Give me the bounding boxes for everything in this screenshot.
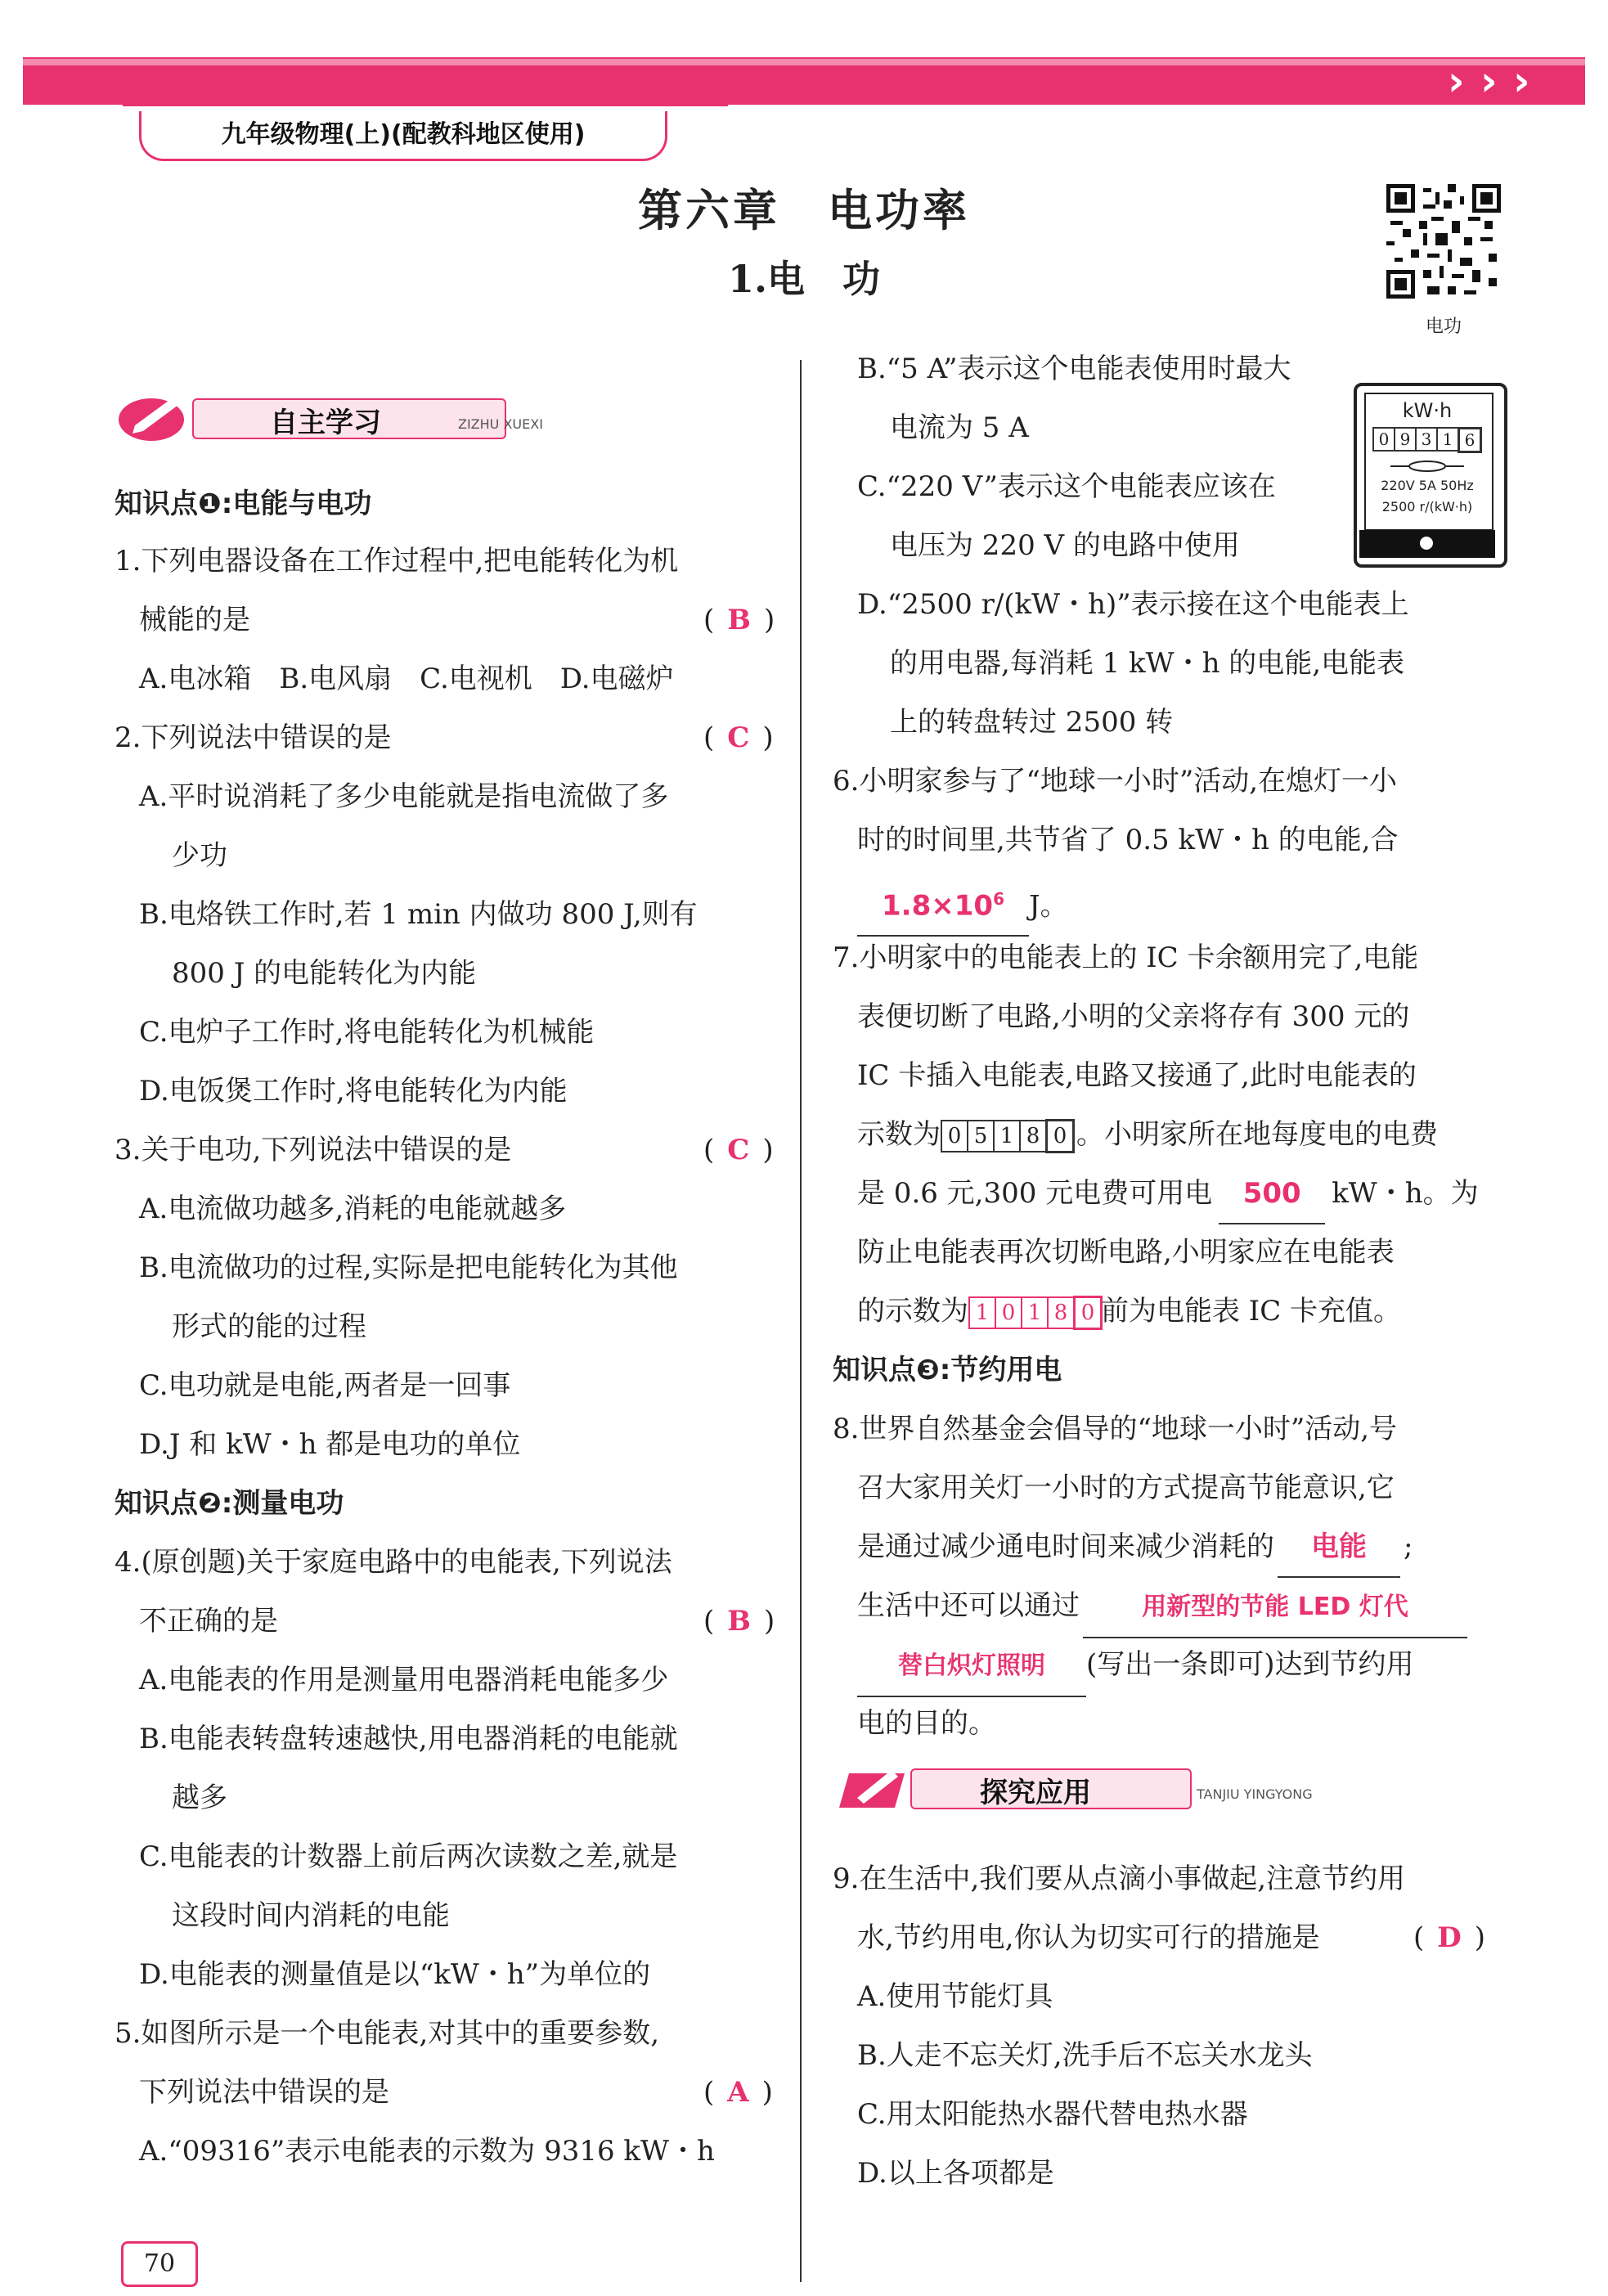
q5-option-a: A.“09316”表示电能表的示数为 9316 kW・h [139,2135,715,2168]
chevron-right-icon: › [1513,57,1530,105]
q4-option-c: C.电能表的计数器上前后两次读数之差,就是 [139,1840,678,1873]
meter-digit: 6 [1458,427,1482,453]
q8-answer-2: 替白炽灯照明 [857,1637,1086,1697]
meter-rate: 2500 r/(kW·h) [1381,499,1473,514]
q8-answer-line: 是通过减少通电时间来减少消耗的 电能 ; [857,1517,1413,1578]
q7-reading-line: 示数为 0 5 1 8 0 。小明家所在地每度电的电费 [857,1105,1438,1164]
meter-digit: 3 [1415,427,1438,452]
lesson-title: 1.电 功 [727,257,881,301]
meter-unit: kW·h [1402,399,1453,422]
meter-digits [1372,427,1487,453]
section-title: 探究应用 [980,1777,1091,1809]
q2-option-a: A.平时说消耗了多少电能就是指电流做了多 [139,780,669,813]
meter-reading-2: 1 0 1 8 0 [968,1295,1101,1328]
q5-option-c: C.“220 V”表示这个电能表应该在 [857,470,1276,503]
meter-screw-icon [1420,537,1433,550]
q3-option-a: A.电流做功越多,消耗的电能就越多 [139,1193,567,1225]
q7-stem: 防止电能表再次切断电路,小明家应在电能表 [857,1236,1395,1269]
q9-option-c: C.用太阳能热水器代替电热水器 [857,2098,1248,2131]
q9-stem: 水,节约用电,你认为切实可行的措施是 [857,1921,1320,1954]
q7-answer: 500 [1219,1164,1325,1224]
q2-option-d: D.电饭煲工作时,将电能转化为内能 [139,1075,568,1108]
q5-option-d: D.“2500 r/(kW・h)”表示接在这个电能表上 [857,588,1409,621]
knowledge-point-3: 知识点❸:节约用电 [833,1354,1062,1386]
q5-option-b: 电流为 5 A [890,411,1029,444]
column-divider [800,360,802,2282]
q3-option-c: C.电功就是电能,两者是一回事 [139,1369,511,1402]
q8-answer-1: 电能 [1278,1517,1400,1578]
q7-stem: 表便切断了电路,小明的父亲将存有 300 元的 [857,1000,1410,1033]
q3-stem: 3.关于电功,下列说法中错误的是 [115,1134,512,1166]
pen-icon [833,1759,914,1816]
q8-stem: 召大家用关灯一小时的方式提高节能意识,它 [857,1472,1395,1504]
q1-answer: ( B ) [703,604,775,636]
q3-option-b: B.电流做功的过程,实际是把电能转化为其他 [139,1251,678,1284]
meter-digit: 1 [1436,427,1459,452]
q7-stem: IC 卡插入电能表,电路又接通了,此时电能表的 [857,1059,1417,1092]
q6-stem: 6.小明家参与了“地球一小时”活动,在熄灯一小 [833,765,1398,798]
meter-disc-icon [1390,458,1464,474]
q5-option-d: 上的转盘转过 2500 转 [890,706,1174,739]
q2-option-c: C.电炉子工作时,将电能转化为机械能 [139,1016,595,1049]
q5-answer: ( A ) [703,2076,773,2109]
q8-answer-line: 替白炽灯照明 (写出一条即可)达到节约用 [857,1635,1414,1697]
q4-stem: 不正确的是 [139,1605,278,1638]
q8-stem: 8.世界自然基金会倡导的“地球一小时”活动,号 [833,1413,1398,1445]
page-number: 70 [121,2241,198,2287]
q4-option-a: A.电能表的作用是测量用电器消耗电能多少 [139,1664,669,1696]
q8-answer-2: 用新型的节能 LED 灯代 [1083,1578,1467,1638]
chapter-title: 第六章 电功率 [638,184,970,236]
chevron-right-icon: › [1480,57,1498,105]
meter-digit: 9 [1394,427,1417,452]
q4-option-d: D.电能表的测量值是以“kW・h”为单位的 [139,1958,651,1991]
chevron-right-icon: › [1448,57,1465,105]
q2-option-a: 少功 [172,839,227,872]
q4-option-b: 越多 [172,1782,227,1814]
q4-option-c: 这段时间内消耗的电能 [172,1899,450,1932]
q5-stem: 下列说法中错误的是 [139,2076,389,2109]
q1-stem: 械能的是 [139,604,250,636]
q4-option-b: B.电能表转盘转速越快,用电器消耗的电能就 [139,1723,678,1755]
header-tab-line [123,105,728,106]
q3-option-b: 形式的能的过程 [172,1310,366,1343]
q5-stem: 5.如图所示是一个电能表,对其中的重要参数, [115,2017,660,2050]
book-title: 九年级物理(上)(配教科地区使用) [139,111,667,161]
section-banner-explore [833,1759,1389,1816]
q5-option-c: 电压为 220 V 的电路中使用 [890,529,1240,562]
section-pinyin: ZIZHU XUEXI [458,416,543,432]
q7-reading-line: 的示数为 1 0 1 8 0 前为电能表 IC 卡充值。 [857,1282,1401,1341]
q7-stem: 7.小明家中的电能表上的 IC 卡余额用完了,电能 [833,941,1419,974]
q6-answer-line: $1.8\times 10^6$ J。 [857,869,1068,937]
q6-stem: 时的时间里,共节省了 0.5 kW・h 的电能,合 [857,824,1399,856]
q9-answer: ( D ) [1413,1921,1486,1954]
q3-option-d: D.J 和 kW・h 都是电功的单位 [139,1428,521,1461]
q4-answer: ( B ) [703,1605,775,1638]
section-title: 自主学习 [270,407,381,439]
q1-stem: 1.下列电器设备在工作过程中,把电能转化为机 [115,545,679,577]
meter-digit: 0 [1372,427,1395,452]
knowledge-point-2: 知识点❷:测量电功 [115,1487,344,1520]
q9-option-d: D.以上各项都是 [857,2157,1054,2190]
q9-option-b: B.人走不忘关灯,洗手后不忘关水龙头 [857,2039,1313,2072]
meter-reading-1: 0 5 1 8 0 [941,1118,1073,1151]
meter-spec: 220V 5A 50Hz [1381,478,1474,493]
header-bar-highlight [23,59,1585,65]
section-banner-self-study [115,389,671,446]
q8-stem: 电的目的。 [857,1707,996,1740]
q9-stem: 9.在生活中,我们要从点滴小事做起,注意节约用 [833,1862,1406,1895]
q1-options: A.电冰箱 B.电风扇 C.电视机 D.电磁炉 [139,663,674,695]
q9-option-a: A.使用节能灯具 [857,1980,1053,2013]
knowledge-point-1: 知识点❶:电能与电功 [115,488,372,520]
q3-answer: ( C ) [703,1134,774,1166]
q5-option-b: B.“5 A”表示这个电能表使用时最大 [857,353,1291,385]
section-pinyin: TANJIU YINGYONG [1197,1786,1313,1802]
q2-answer: ( C ) [703,721,774,754]
q5-option-d: 的用电器,每消耗 1 kW・h 的电能,电能表 [890,647,1405,680]
qr-code-icon[interactable] [1386,184,1501,299]
q2-option-b: B.电烙铁工作时,若 1 min 内做功 800 J,则有 [139,898,698,931]
q7-answer-line: 是 0.6 元,300 元电费可用电 500 kW・h。为 [857,1164,1479,1224]
pen-icon [115,389,196,446]
q6-answer: $1.8\times 10^6$ [857,869,1029,937]
q2-option-b: 800 J 的电能转化为内能 [172,957,477,990]
q8-answer-line: 生活中还可以通过 用新型的节能 LED 灯代 [857,1576,1467,1638]
qr-caption: 电功 [1425,317,1462,337]
q4-stem: 4.(原创题)关于家庭电路中的电能表,下列说法 [115,1546,672,1579]
q2-stem: 2.下列说法中错误的是 [115,721,392,754]
